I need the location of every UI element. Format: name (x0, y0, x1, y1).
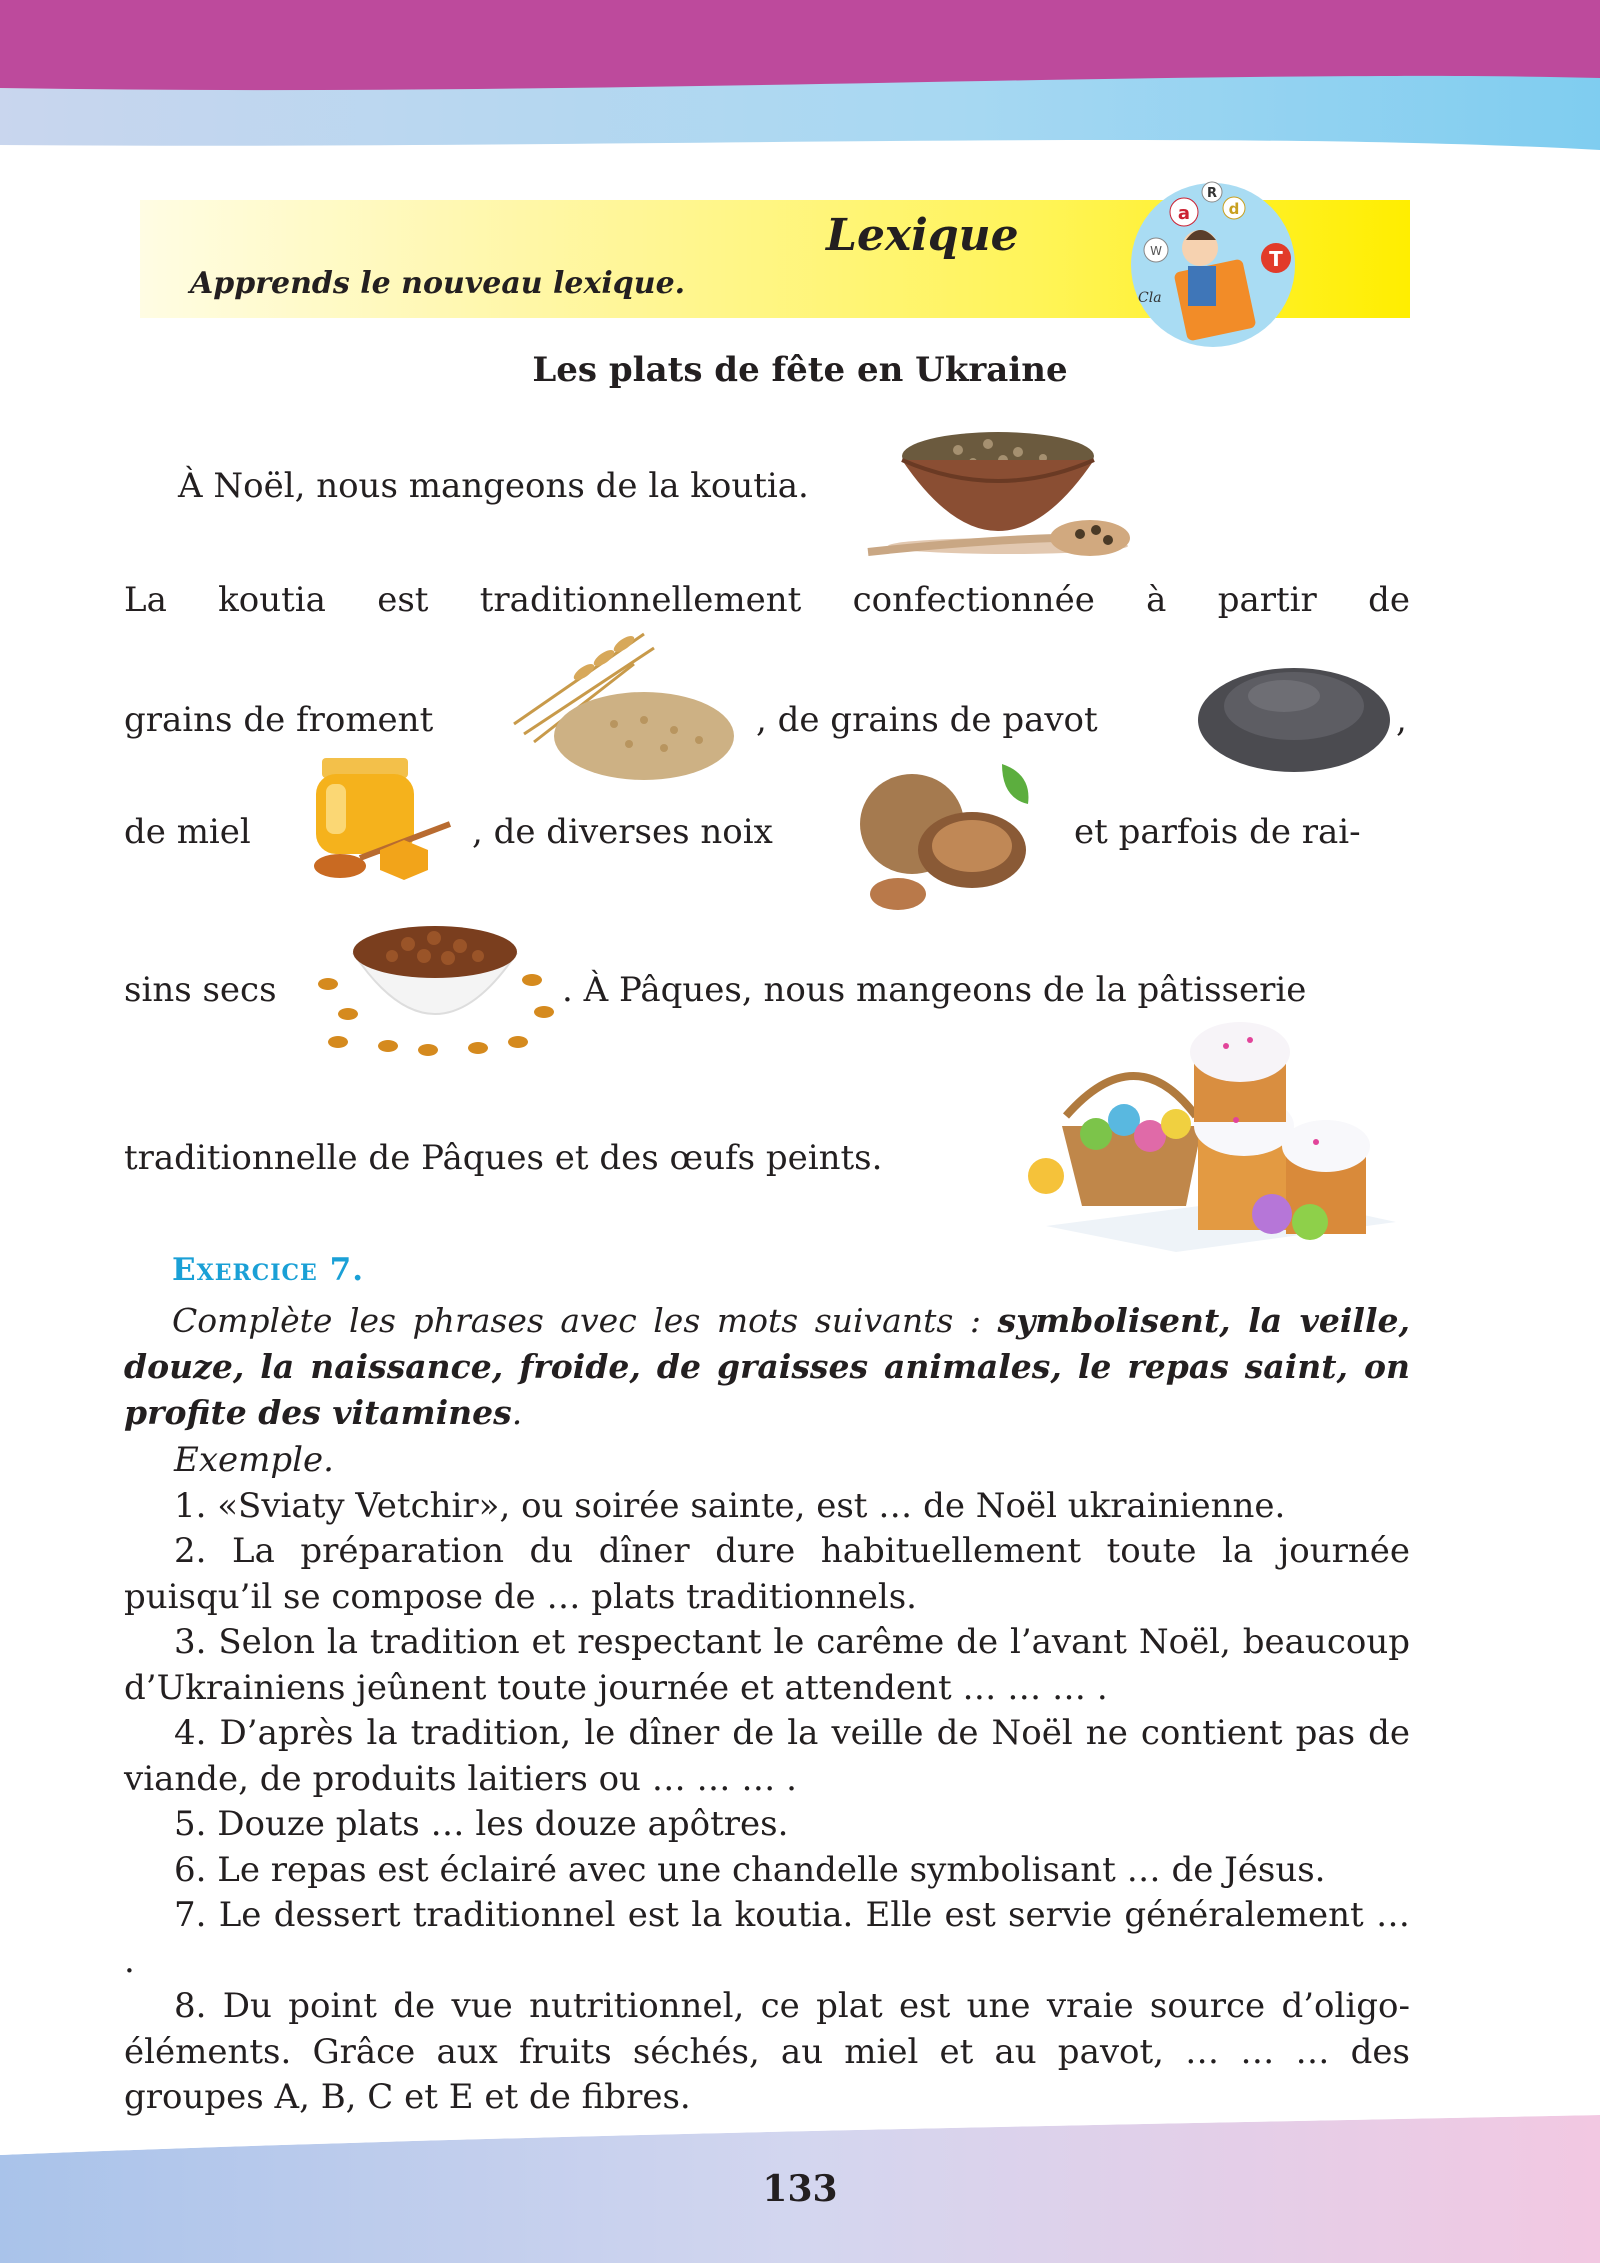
mascot-letter-d: d (1228, 200, 1240, 218)
example-label: Exemple. (174, 1440, 334, 1480)
exercise-heading: Exercice 7. (172, 1252, 364, 1288)
line2-word: à (1146, 580, 1167, 620)
exercise-item: 3. Selon la tradition et respectant le carême de l’avant Noël, beaucoup d’Ukrainiens jeûnent toute journée et attendent … … … . (124, 1622, 1410, 1708)
reading-line-5a: sins secs (124, 970, 277, 1010)
line2-word: traditionnellement (479, 580, 802, 620)
reading-title: Les plats de fête en Ukraine (532, 350, 1068, 390)
exercise-list (124, 1438, 1410, 2121)
line2-word: koutia (218, 580, 326, 620)
exercise-item: 6. Le repas est éclairé avec une chandelle symbolisant … de Jésus. (174, 1849, 1326, 1890)
lexique-title: Lexique (826, 210, 1019, 261)
reading-line-1: À Noël, nous mangeons de la koutia. (178, 466, 809, 506)
exercise-instructions (124, 1298, 1410, 1436)
exercise-item: 5. Douze plats … les douze apôtres. (174, 1804, 789, 1844)
koutia-bowl-image (858, 412, 1138, 582)
walnuts-image (852, 754, 1042, 914)
reading-line-6: traditionnelle de Pâques et des œufs peints. (124, 1138, 883, 1178)
exercise-item: 8. Du point de vue nutritionnel, ce plat est une vraie source d’oligo-éléments. Grâce aux fruits séchés, au miel et au pavot, … … … des groupes A, B, C et E et de fibres. (124, 1986, 1410, 2117)
mascot-letter-w: W (1150, 244, 1162, 258)
mascot-letter-t: T (1269, 247, 1283, 271)
reading-line-2 (124, 580, 1410, 620)
top-decorative-band (0, 0, 1600, 150)
instruction-words: symbolisent, la veille, douze, la naissance, froide, de graisses animales, le repas saint, on profite des vitamines (124, 1301, 1410, 1432)
line2-word: est (377, 580, 429, 620)
reading-line-4c: et parfois de rai- (1074, 812, 1361, 852)
mascot-letter-r: R (1206, 186, 1218, 201)
easter-cakes-image (1026, 1016, 1402, 1252)
reading-line-3b: , de grains de pavot (756, 700, 1098, 740)
line2-word: de (1368, 580, 1410, 620)
exercise-item: 4. D’après la tradition, le dîner de la veille de Noël ne contient pas de viande, de produits laitiers ou … … … . (124, 1713, 1410, 1799)
raisins-bowl-image (308, 904, 562, 1056)
reading-line-3a: grains de froment (124, 700, 434, 740)
line2-word: partir (1217, 580, 1317, 620)
mascot-illustration (1118, 170, 1308, 360)
poppy-seeds-image (1194, 640, 1394, 780)
reading-line-5b: . À Pâques, nous mangeons de la pâtisserie (562, 970, 1307, 1010)
honey-jar-image (300, 754, 460, 884)
page-number: 133 (762, 2168, 838, 2210)
exercise-item: 2. La préparation du dîner dure habituellement toute la journée puisqu’il se compose de … plats traditionnels. (124, 1531, 1410, 1617)
lexique-subtitle: Apprends le nouveau lexique. (190, 266, 686, 301)
reading-line-4b: , de diverses noix (472, 812, 773, 852)
mascot-caption: Cla (1138, 290, 1162, 306)
mascot-letter-a: a (1177, 203, 1191, 224)
instruction-suffix: . (511, 1393, 523, 1432)
exercise-item: 1. «Sviaty Vetchir», ou soirée sainte, est … de Noël ukrainienne. (174, 1485, 1286, 1526)
instruction-prefix: Complète les phrases avec les mots suivants : (172, 1301, 981, 1340)
reading-line-4a: de miel (124, 812, 251, 852)
reading-line-3c: , (1396, 700, 1407, 740)
line2-word: La (124, 580, 167, 620)
line2-word: confectionnée (852, 580, 1095, 620)
wheat-grains-image (504, 624, 744, 784)
exercise-item: 7. Le dessert traditionnel est la koutia. Elle est servie généralement … . (124, 1895, 1410, 1981)
